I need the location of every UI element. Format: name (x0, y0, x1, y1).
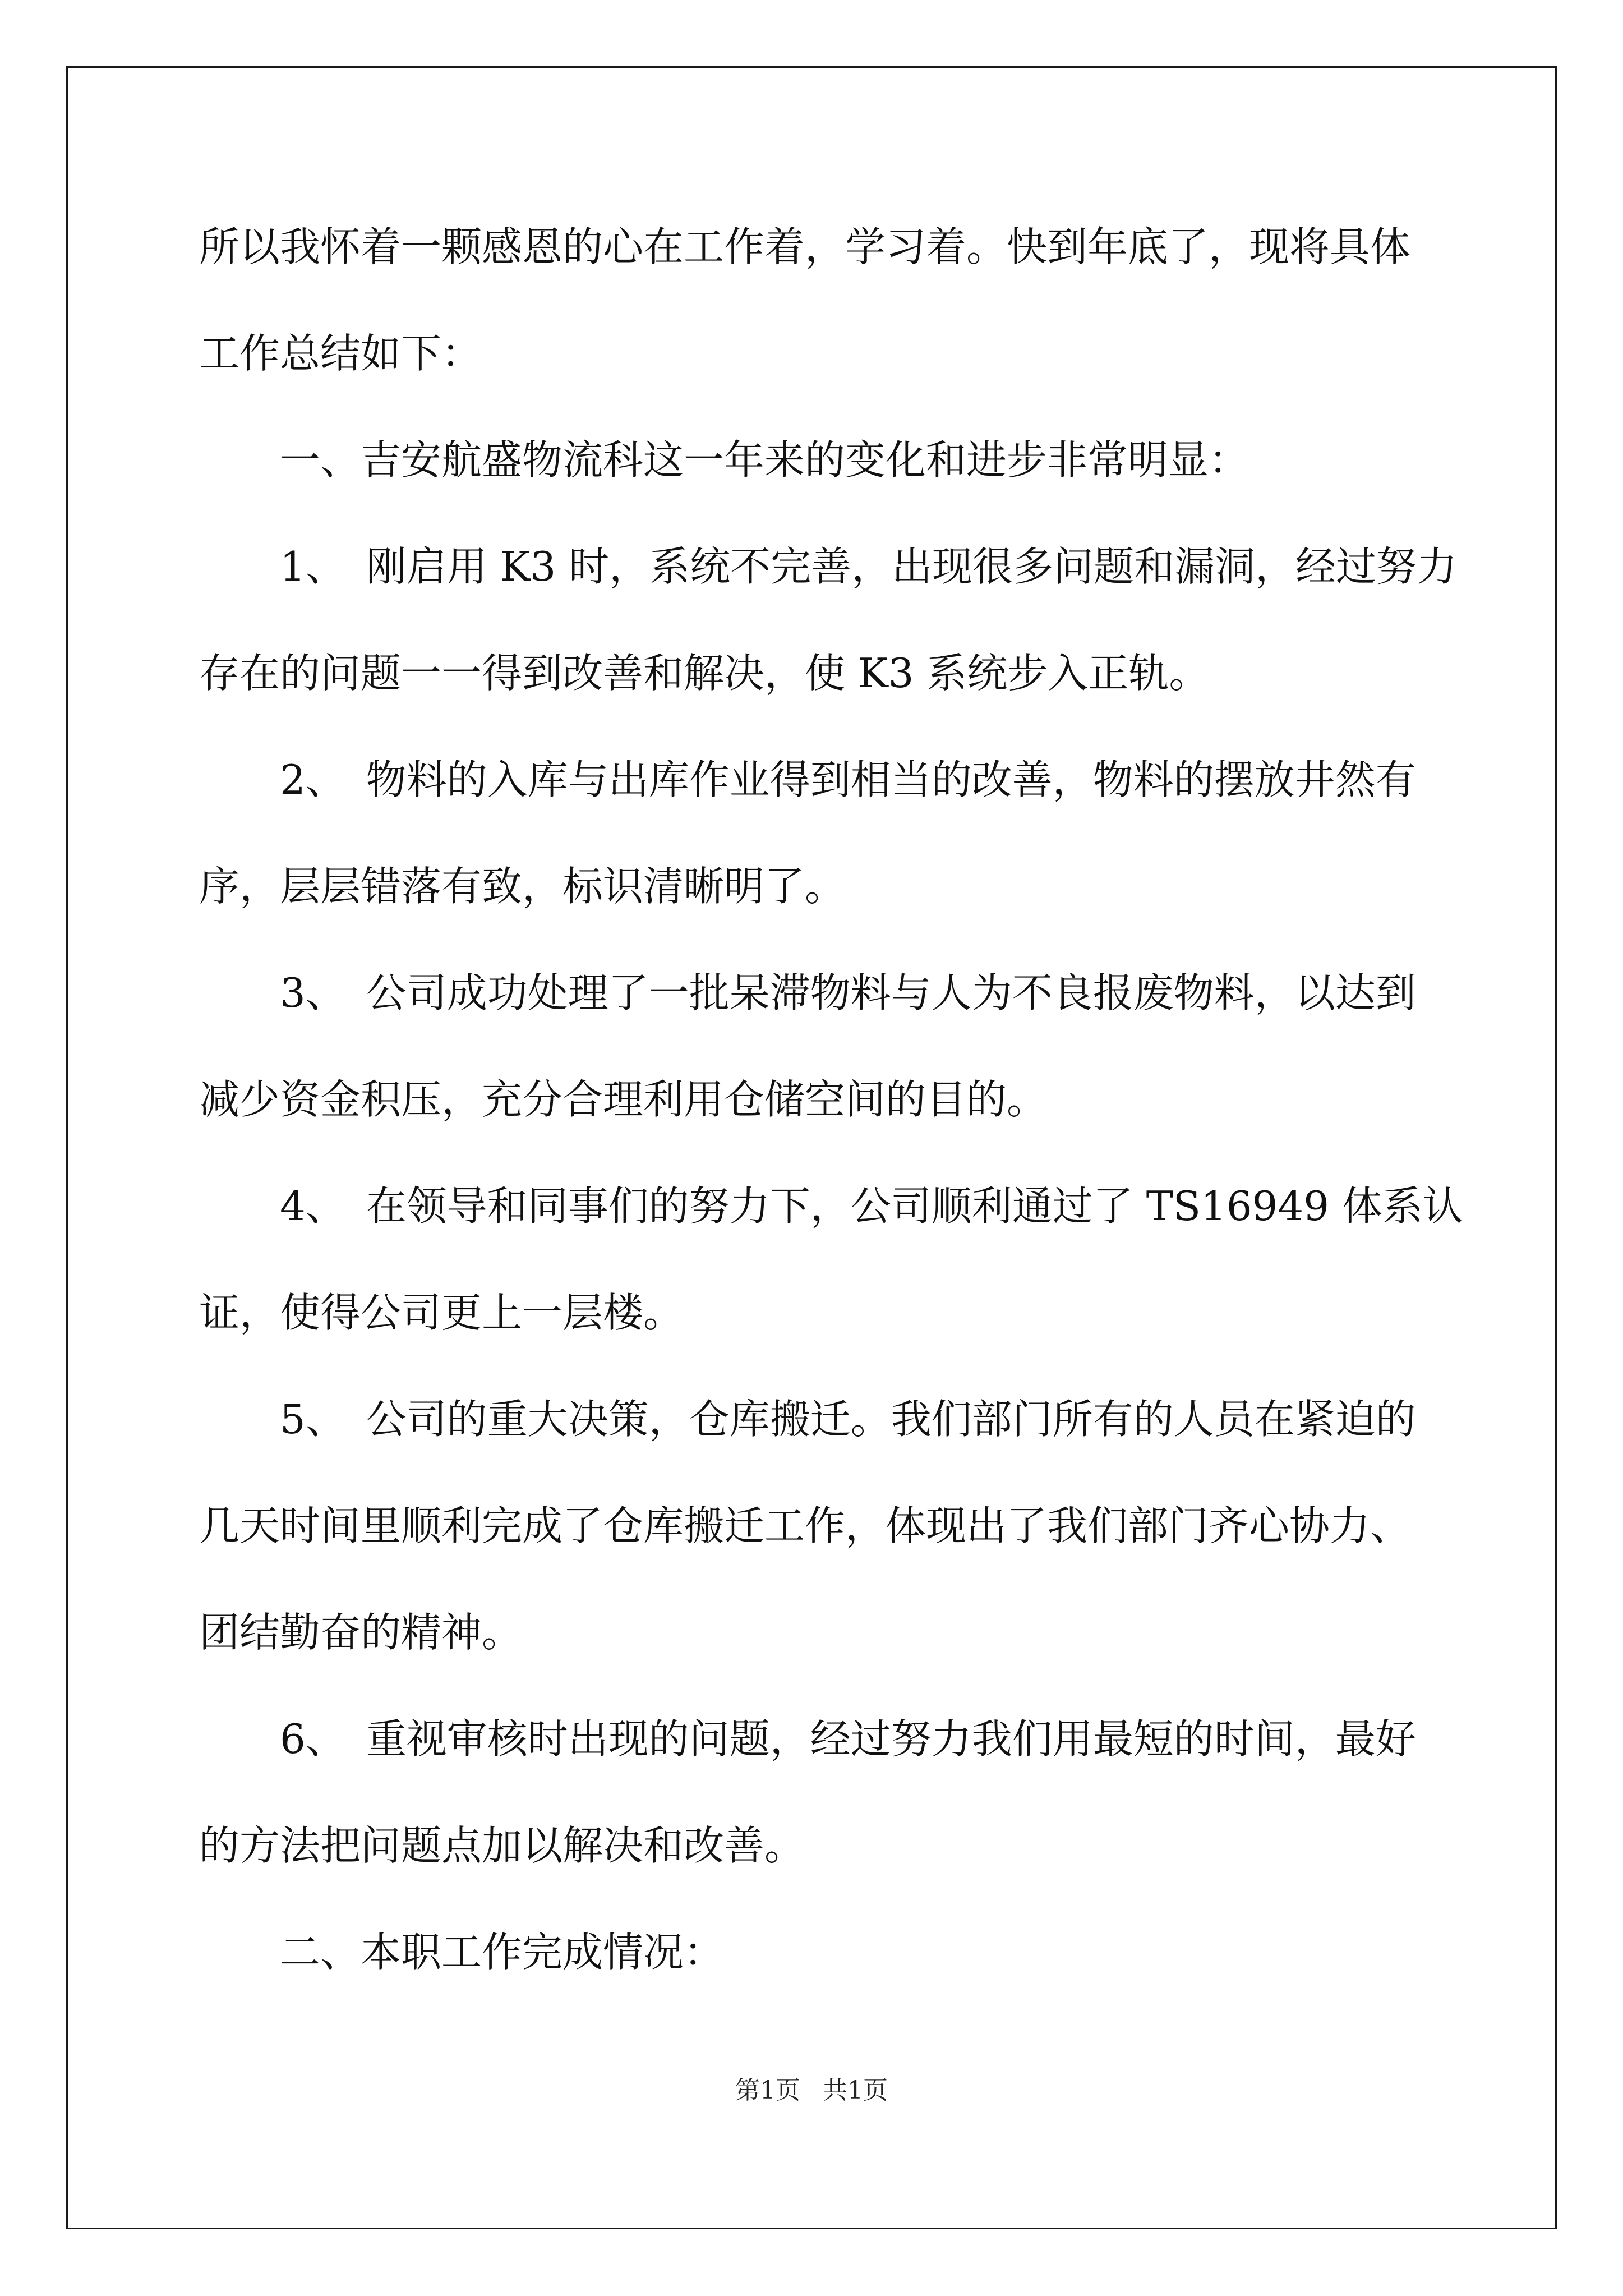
paragraph-line: 所以我怀着一颗感恩的心在工作着，学习着。快到年底了，现将具体 (199, 223, 1411, 270)
paragraph-line: 工作总结如下： (199, 330, 482, 377)
list-item-1: 1、 刚启用 K3 时，系统不完善，出现很多问题和漏洞，经过努力 (280, 543, 1458, 590)
page-count: 共1页 (823, 2076, 888, 2105)
list-item-4: 4、 在领导和同事们的努力下，公司顺利通过了 TS16949 体系认 (280, 1182, 1463, 1230)
page-number: 第1页 (735, 2076, 800, 2105)
list-item-5-continued: 几天时间里顺利完成了仓库搬迁工作，体现出了我们部门齐心协力、 (199, 1502, 1411, 1549)
document-body (199, 208, 1463, 2019)
list-item-6: 6、 重视审核时出现的问题，经过努力我们用最短的时间，最好 (280, 1715, 1416, 1763)
list-item-4-continued: 证，使得公司更上一层楼。 (199, 1289, 684, 1336)
list-item-1-continued: 存在的问题一一得到改善和解决，使 K3 系统步入正轨。 (199, 650, 1210, 697)
section-heading: 二、本职工作完成情况： (280, 1929, 725, 1976)
list-item-2: 2、 物料的入库与出库作业得到相当的改善，物料的摆放井然有 (280, 756, 1416, 803)
page-footer (0, 2070, 1623, 2106)
list-item-6-continued: 的方法把问题点加以解决和改善。 (199, 1822, 805, 1869)
list-item-3-continued: 减少资金积压，充分合理利用仓储空间的目的。 (199, 1076, 1048, 1123)
list-item-5-continued: 团结勤奋的精神。 (199, 1609, 523, 1656)
list-item-5: 5、 公司的重大决策，仓库搬迁。我们部门所有的人员在紧迫的 (280, 1396, 1416, 1443)
list-item-3: 3、 公司成功处理了一批呆滞物料与人为不良报废物料，以达到 (280, 969, 1416, 1016)
section-heading: 一、吉安航盛物流科这一年来的变化和进步非常明显： (280, 436, 1249, 484)
list-item-2-continued: 序，层层错落有致，标识清晰明了。 (199, 863, 846, 910)
